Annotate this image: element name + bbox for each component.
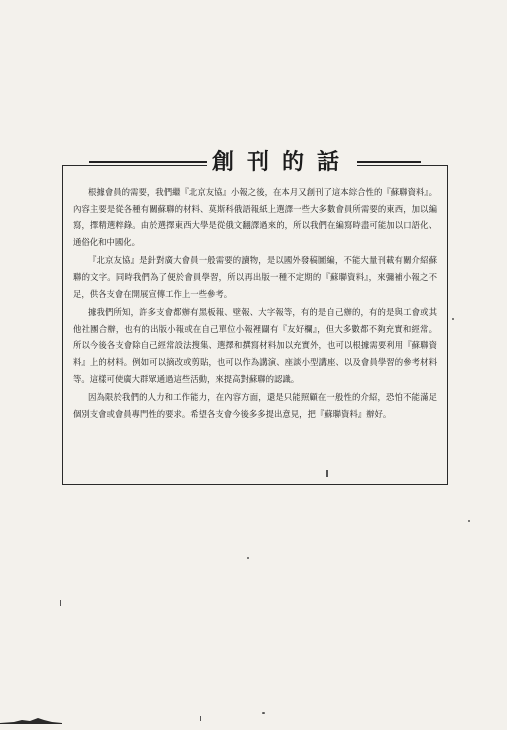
scan-speck — [247, 557, 249, 559]
title-rule-left — [89, 161, 207, 163]
scan-speck — [452, 318, 454, 320]
scan-speck — [468, 520, 470, 522]
paragraph-3: 據我們所知，許多支會都辦有黑板報、壁報、大字報等，有的是自己辦的，有的是與工會或其他社團合辦，也有的出版小報或在自己單位小報裡闢有『友好欄』，但大多數都不夠充實和經常。所以今後各支會除自己經常設法搜集、選擇和撰寫材料加以充實外，也可以根據需要利用『蘇聯資料』上的材料。例如可以摘改或剪貼，也可以作為講演、座談小型講座、以及會員學習的參考材料等。這樣可使廣大群眾通過這些活動，來提高對蘇聯的認識。 — [73, 307, 437, 384]
scan-speck — [200, 716, 201, 721]
scan-speck — [262, 712, 265, 714]
title-rule — [63, 147, 447, 177]
editorial-box — [62, 149, 448, 485]
paragraph-1: 根據會員的需要，我們繼『北京友協』小報之後，在本月又創刊了這本綜合性的『蘇聯資料』。內容主要是從各種有關蘇聯的材料、莫斯科俄語報紙上選譯一些大多數會員所需要的東西，加以編寫，擇精選粹錄。由於選擇東西大學是從俄文翻譯過來的，所以我們在編寫時盡可能加以口語化、通俗化和中國化。 — [73, 187, 437, 247]
article-body — [73, 184, 437, 424]
paragraph-2: 『北京友協』是針對廣大會員一般需要的讀物，是以國外發稿圖編，不能大量刊載有關介紹蘇聯的文字。同時我們為了便於會員學習，所以再出版一種不定期的『蘇聯資料』，來彌補小報之不足，供各支會在開展宣傳工作上一些參考。 — [73, 255, 437, 299]
paragraph-4: 因為限於我們的人力和工作能力，在內容方面，還是只能照顧在一般性的介紹，恐怕不能滿足個別支會或會員專門性的要求。希望各支會今後多多提出意見，把『蘇聯資料』辦好。 — [73, 392, 437, 419]
title-rule-right — [357, 161, 421, 163]
scan-speck — [326, 470, 328, 477]
scan-smudge — [0, 714, 62, 724]
scan-speck — [60, 600, 61, 606]
page-title: 創刊的話 — [207, 147, 357, 177]
